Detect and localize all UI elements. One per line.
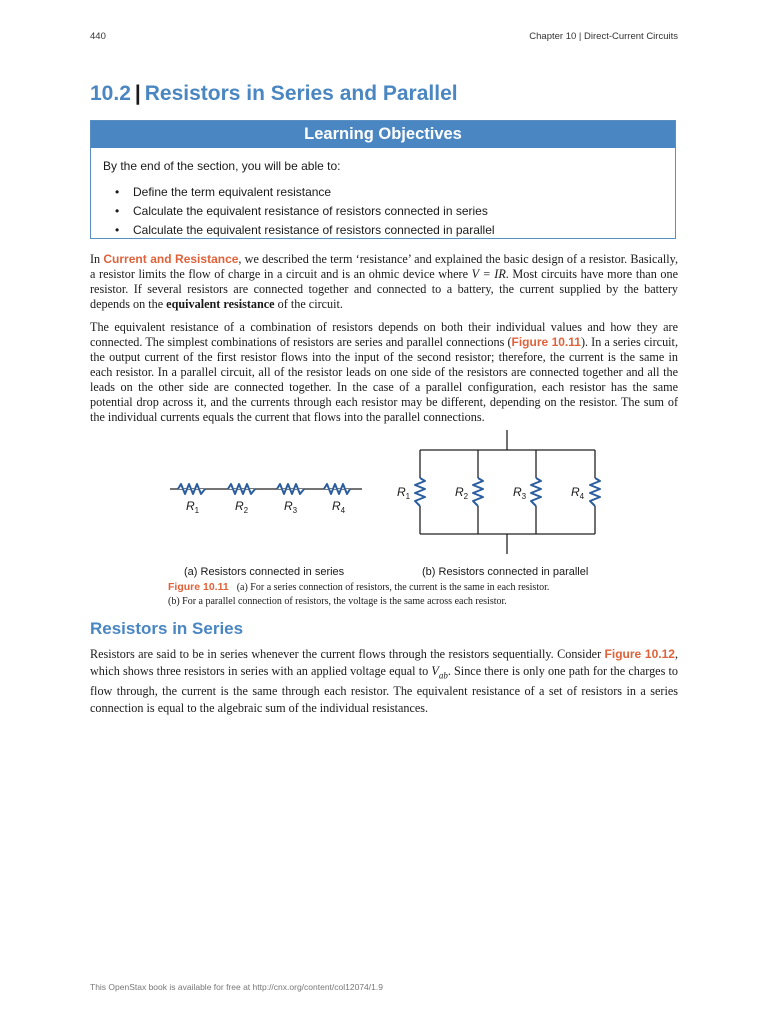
paragraph-combinations (90, 320, 678, 425)
variable-subscript: ab (438, 669, 448, 680)
text: , which shows three resistors in series with an applied voltage equal to (90, 647, 678, 678)
caption-line-1: (a) For a series connection of resistors, the current is the same in each resistor. (236, 582, 550, 593)
series-resistor-3 (277, 484, 304, 494)
objective-item: • Calculate the equivalent resistance of resistors connected in parallel (115, 221, 495, 240)
parallel-resistor-2 (473, 478, 483, 506)
equation-ohms-law: V = IR (471, 267, 506, 281)
series-resistor-1 (178, 484, 205, 494)
series-resistor-2 (228, 484, 255, 494)
link-current-and-resistance[interactable]: Current and Resistance (103, 252, 239, 266)
page-number: 440 (90, 31, 106, 42)
paragraph-series (90, 646, 678, 716)
parallel-circuit-diagram (420, 430, 595, 554)
text: The equivalent resistance of a combination of resistors depends on both their individual values and how they are connected. The simplest combinations of resistors are series and parallel connections ( (90, 320, 678, 349)
text: Resistors are said to be in series whenever the current flows through the resistors sequentially. Consider (90, 647, 605, 661)
parallel-label-r2: $R_2$ (455, 485, 469, 501)
parallel-resistor-1 (415, 478, 425, 506)
learning-objectives-list (115, 183, 495, 240)
parallel-resistor-3 (531, 478, 541, 506)
text: . Since there is only one path for the charges to flow through, the current is the same through each resistor. The equivalent resistance of a set of resistors in a series connection is equal to the algebraic sum of the individual resistances. (90, 663, 678, 715)
subcaption-series: (a) Resistors connected in series (184, 566, 345, 578)
learning-objectives-box (90, 120, 676, 239)
subcaption-parallel: (b) Resistors connected in parallel (422, 566, 589, 578)
parallel-label-r1: $R_1$ (397, 485, 411, 501)
caption-line-2: (b) For a parallel connection of resistors, the voltage is the same across each resistor. (168, 596, 507, 607)
figure-caption (168, 580, 668, 609)
title-separator: | (134, 82, 141, 105)
series-label-r1: $R_1$ (186, 499, 200, 515)
section-number: 10.2 (90, 82, 131, 105)
objective-item: • Calculate the equivalent resistance of resistors connected in series (115, 202, 495, 221)
learning-objectives-intro: By the end of the section, you will be able to: (103, 159, 341, 173)
link-figure-10-12[interactable]: Figure 10.12 (604, 647, 675, 661)
learning-objectives-heading: Learning Objectives (91, 121, 675, 148)
parallel-resistor-4 (590, 478, 600, 506)
term-equivalent-resistance: equivalent resistance (166, 297, 275, 311)
footer-note: This OpenStax book is available for free at http://cnx.org/content/col12074/1.9 (90, 982, 383, 992)
objective-item: • Define the term equivalent resistance (115, 183, 495, 202)
text: of the circuit. (274, 297, 343, 311)
series-label-r3: $R_3$ (284, 499, 298, 515)
variable-v: V (431, 663, 439, 678)
link-figure-10-11[interactable]: Figure 10.11 (511, 335, 581, 349)
text: ). In a series circuit, the output current of the first resistor flows into the input of the second resistor; therefore, the current is the same in each resistor. In a parallel circuit, all of the resistor leads on one side of the resistors are connected together and all the leads on the other side are connected together. In the case of a parallel configuration, each resistor has the same potential drop across it, and the currents through each resistor may be different, depending on the resistor. The sum of the individual currents equals the current that flows into the parallel connections. (90, 335, 678, 424)
parallel-label-r4: $R_4$ (571, 485, 585, 501)
section-title (90, 82, 458, 106)
text: . Most circuits have more than one resistor. If several resistors are connected together and connected to a battery, the current supplied by the battery depends on the (90, 267, 679, 311)
text: In (90, 252, 104, 266)
paragraph-intro (90, 252, 678, 312)
parallel-label-r3: $R_3$ (513, 485, 527, 501)
figure-label: Figure 10.11 (168, 581, 229, 593)
text: , we described the term ‘resistance’ and explained the basic design of a resistor. Basically, a resistor limits the flow of charge in a circuit and is an ohmic device where (90, 252, 678, 281)
subsection-title: Resistors in Series (90, 619, 244, 638)
series-label-r4: $R_4$ (332, 499, 346, 515)
series-label-r2: $R_2$ (235, 499, 249, 515)
figure-resistor-circuits (0, 420, 768, 565)
series-resistor-4 (324, 484, 350, 494)
section-title-text: Resistors in Series and Parallel (144, 82, 458, 105)
running-head: Chapter 10 | Direct-Current Circuits (529, 31, 678, 42)
